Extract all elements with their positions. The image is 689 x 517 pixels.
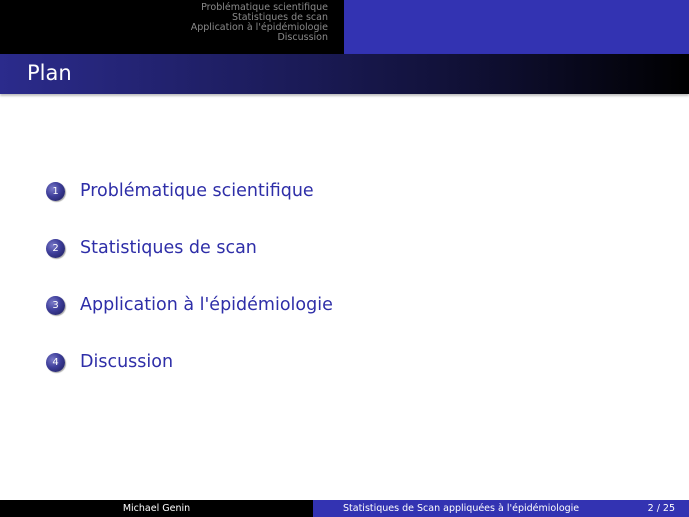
footer-presentation-title: Statistiques de Scan appliquées à l'épidémiologie <box>343 503 580 514</box>
outline-item-discussion[interactable] <box>46 349 333 406</box>
footer-author: Michael Genin <box>0 500 313 517</box>
outline-item-label: Application à l'épidémiologie <box>80 295 333 315</box>
navigation-blue-panel <box>344 0 689 54</box>
footer-title-panel <box>313 500 689 517</box>
frame-title-bar <box>0 54 689 94</box>
nav-section-discussion[interactable]: Discussion <box>277 32 328 43</box>
item-number-badge: 4 <box>46 353 65 372</box>
section-list <box>191 3 328 43</box>
outline-item-label: Discussion <box>80 352 174 372</box>
outline-item-problematique[interactable] <box>46 178 333 235</box>
frame-title: Plan <box>27 61 72 85</box>
nav-section-problematique[interactable]: Problématique scientifique <box>201 2 328 13</box>
outline-item-label: Statistiques de scan <box>80 238 257 258</box>
item-number-badge: 2 <box>46 239 65 258</box>
outline-item-label: Problématique scientifique <box>80 181 314 201</box>
item-number-badge: 3 <box>46 296 65 315</box>
section-navigation-bar <box>0 0 689 54</box>
section-navigation-panel <box>0 0 344 54</box>
outline-list <box>46 178 333 406</box>
footer-page-number: 2 / 25 <box>647 503 675 514</box>
outline-item-statistiques[interactable] <box>46 235 333 292</box>
outline-item-application[interactable] <box>46 292 333 349</box>
nav-section-application[interactable]: Application à l'épidémiologie <box>190 22 328 33</box>
item-number-badge: 1 <box>46 182 65 201</box>
footer-bar <box>0 500 689 517</box>
nav-section-statistiques[interactable]: Statistiques de scan <box>231 12 328 23</box>
